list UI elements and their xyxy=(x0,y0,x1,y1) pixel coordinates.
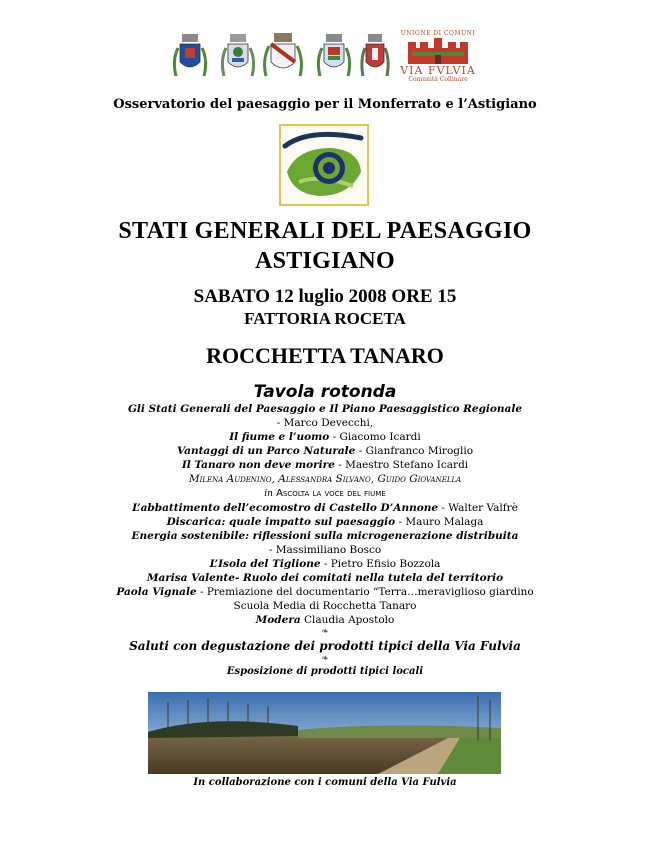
program-line: Milena Audenino, Alessandra Silvano, Guido Giovanella xyxy=(188,473,462,485)
program-line: Scuola Media di Rocchetta Tanaro xyxy=(233,600,417,612)
program-line: Vantaggi di un Parco Naturale - Gianfranco Miroglio xyxy=(176,445,474,457)
crest-3-icon xyxy=(260,30,306,84)
crest-5-icon xyxy=(358,30,392,84)
program-line: Esposizione di prodotti tipici locali xyxy=(226,666,424,677)
event-info xyxy=(0,286,650,330)
program-line: Marisa Valente- Ruolo dei comitati nella tutela del territorio xyxy=(146,572,504,584)
program-line: L’abbattimento dell’ecomostro di Castello D’Annone - Walter Valfrè xyxy=(132,502,518,514)
event-date: SABATO 12 luglio 2008 ORE 15 xyxy=(193,286,457,307)
ornament-icon: ❧ xyxy=(321,654,329,664)
event-title-line-2: ASTIGIANO xyxy=(254,248,396,274)
program-line: in Ascolta la voce del fiume xyxy=(264,488,386,499)
crest-1-icon xyxy=(170,30,210,84)
round-table-heading: Tavola rotonda xyxy=(253,382,397,402)
program-line: - Massimiliano Bosco xyxy=(268,544,382,556)
event-title-line-1: STATI GENERALI DEL PAESAGGIO xyxy=(118,218,532,244)
event-town: ROCCHETTA TANARO xyxy=(206,343,444,368)
program-line: Il fiume e l’uomo - Giacomo Icardi xyxy=(229,431,421,443)
program-line: L’Isola del Tiglione - Pietro Efisio Bozzola xyxy=(209,558,441,570)
program-line: Energia sostenibile: riflessioni sulla microgenerazione distribuita xyxy=(131,530,519,542)
program-line: Paola Vignale - Premiazione del documentario “Terra…meraviglioso giardino xyxy=(116,586,534,598)
event-title xyxy=(0,216,650,276)
program xyxy=(0,402,650,679)
program-line: - Marco Devecchi, xyxy=(276,417,374,429)
crest-2-icon xyxy=(218,30,258,84)
program-line: Saluti con degustazione dei prodotti tipici della Via Fulvia xyxy=(129,639,521,653)
program-line: Discarica: quale impatto sul paesaggio - Mauro Malaga xyxy=(166,516,484,528)
union-logo-name: VIA FVLVIA xyxy=(400,64,476,77)
eye-logo-icon xyxy=(279,124,369,206)
castle-icon xyxy=(406,38,470,64)
crest-4-icon xyxy=(314,30,354,84)
via-fulvia-union-logo xyxy=(396,26,480,86)
program-line: Il Tanaro non deve morire - Maestro Stefano Icardi xyxy=(181,459,469,471)
collaboration-note: In collaborazione con i comuni della Via Fulvia xyxy=(193,777,457,788)
observatory-title: Osservatorio del paesaggio per il Monferrato e l’Astigiano xyxy=(113,97,537,112)
program-line: Gli Stati Generali del Paesaggio e Il Piano Paesaggistico Regionale xyxy=(127,403,523,415)
ornament-icon: ❧ xyxy=(321,627,329,637)
event-venue: FATTORIA ROCETA xyxy=(244,309,406,328)
landscape-photo xyxy=(148,692,501,774)
union-logo-title: UNIONE DI COMUNI xyxy=(400,30,476,37)
program-line: Modera Claudia Apostolo xyxy=(255,614,395,626)
union-logo-subtitle: Comunità Collinare xyxy=(408,76,468,83)
municipal-crests xyxy=(170,26,480,88)
